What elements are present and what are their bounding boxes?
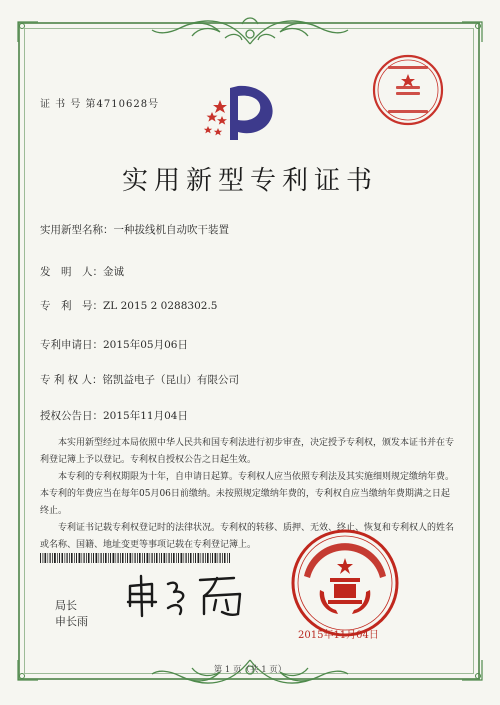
patent-number-label: 专 利 号： [40, 300, 103, 312]
inventor-value: 金诚 [103, 266, 124, 278]
certificate-title: 实用新型专利证书 [121, 166, 378, 196]
signatory-title: 局长 [55, 599, 77, 612]
inventor-label: 发 明 人： [40, 266, 103, 278]
signatory-name: 申长雨 [55, 615, 88, 628]
grant-date-label: 授权公告日： [40, 410, 103, 422]
official-seal-stamp [290, 528, 400, 638]
patentee-row [40, 372, 239, 387]
inventor-row [40, 264, 124, 279]
corner-ornament-top-right [458, 18, 486, 46]
corner-ornament-top-left [14, 18, 42, 46]
seal-date: 2015年11月04日 [298, 630, 379, 641]
body-paragraph: 本专利的专利权期限为十年，自申请日起算。专利权人应当依照专利法及其实施细则规定缴纳年费。本专利的年费应当在每年05月06日前缴纳。未按照规定缴纳年费的，专利权自应当缴纳年费期满之日起终止。 [40, 472, 455, 516]
filing-date-label: 专利申请日： [40, 339, 103, 351]
body-paragraph: 本实用新型经过本局依照中华人民共和国专利法进行初步审查，决定授予专利权，颁发本证书并在专利登记簿上予以登记。专利权自授权公告之日起生效。 [40, 438, 455, 465]
patent-number-row [40, 298, 217, 313]
page-footer: 第 1 页（共 1 页） [213, 665, 287, 675]
body-paragraph: 专利证书记载专利权登记时的法律状况。专利权的转移、质押、无效、终止、恢复和专利权人的姓名或名称、国籍、地址变更等事项记载在专利登记簿上。 [40, 523, 455, 550]
barcode-graphic [40, 553, 230, 563]
grant-date-value: 2015年11月04日 [103, 410, 188, 422]
utility-model-name-label: 实用新型名称： [40, 224, 114, 236]
agency-seal-stamp [370, 52, 446, 128]
grant-date-row [40, 408, 188, 423]
utility-model-name-row [40, 222, 229, 237]
top-ornament [150, 14, 350, 48]
sipo-logo-icon [200, 80, 280, 142]
filing-date-row [40, 337, 188, 352]
utility-model-name-value: 一种拔线机自动吹干装置 [113, 224, 229, 236]
patentee-label: 专 利 权 人： [40, 374, 103, 386]
patent-number-value: ZL 2015 2 0288302.5 [103, 300, 218, 312]
handwritten-signature [122, 572, 252, 620]
filing-date-value: 2015年05月06日 [103, 339, 188, 351]
patentee-value: 铭凯益电子（昆山）有限公司 [102, 374, 240, 386]
certificate-number: 证 书 号 第4710628号 [40, 99, 160, 110]
